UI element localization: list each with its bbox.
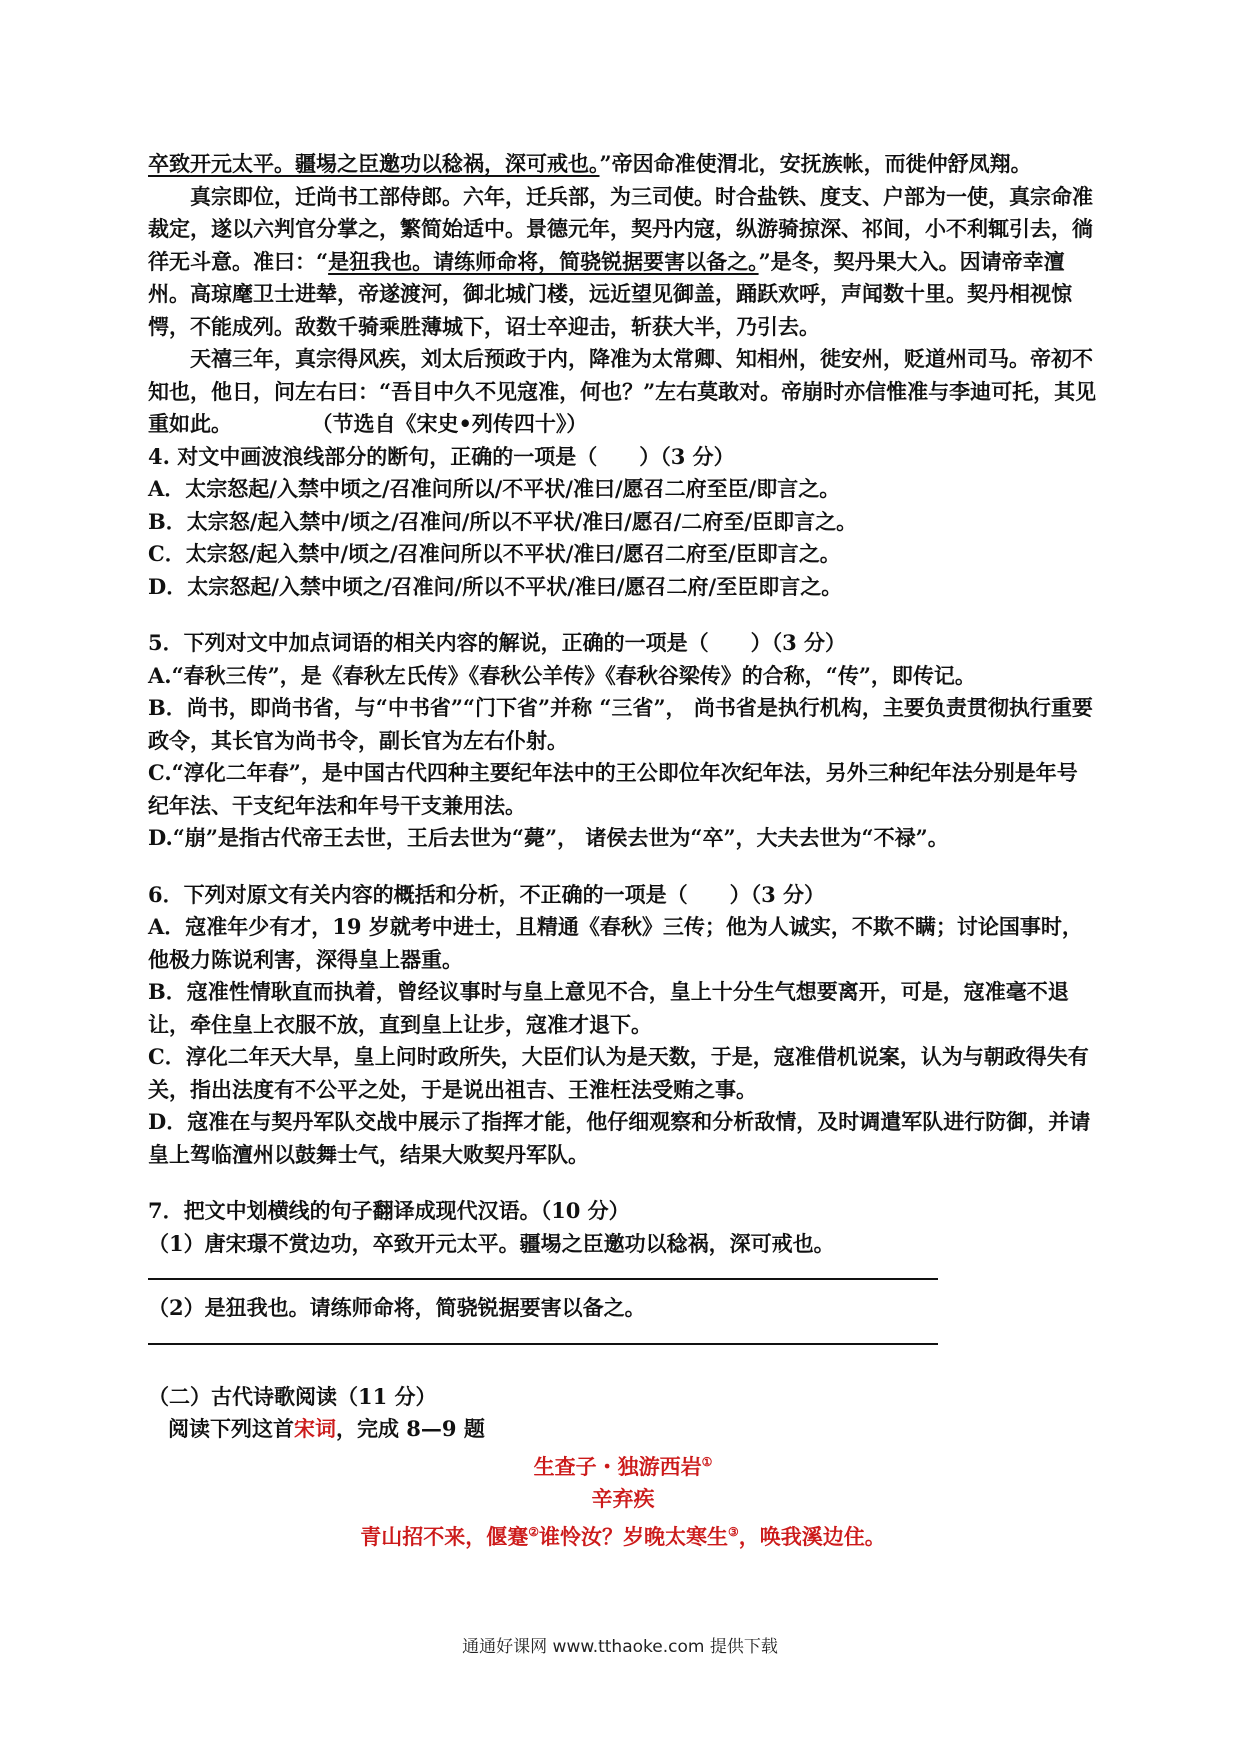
underlined-sentence-1: 卒致开元太平。疆埸之臣邀功以稔祸，深可戒也。 (148, 151, 600, 176)
passage-paragraph-3: 天禧三年，真宗得风疾，刘太后预政于内，降准为太常卿、知相州，徙安州，贬道州司马。帝初不知也，他日，问左右曰：“吾目中久不见寇准，何也？”左右莫敢对。帝崩时亦信惟准与李迪可托，其见重如此。 （节选自《宋史•列传四十》） (148, 346, 1097, 436)
passage-paragraph-1: 卒致开元太平。疆埸之臣邀功以稔祸，深可戒也。”帝因命准使渭北，安抚族帐，而徙仲舒凤翔。 (148, 151, 1032, 176)
question-6-option-c: C．淳化二年天大旱，皇上问时政所失，大臣们认为是天数，于是，寇准借机说案，认为与朝政得失有关，指出法度有不公平之处，于是说出祖吉、王淮枉法受贿之事。 (148, 1044, 1089, 1102)
poetry-section-title: （二）古代诗歌阅读（11 分） (148, 1383, 437, 1409)
page-content (148, 148, 1098, 1553)
question-4-option-c: C．太宗怒/起入禁中/顷之/召准问所以不平状/准曰/愿召二府至/臣即言之。 (148, 541, 841, 566)
answer-line-1[interactable] (148, 1260, 938, 1280)
question-7-item-2: （2）是狃我也。请练师命将，简骁锐据要害以备之。 (148, 1295, 646, 1320)
poetry-genre: 宋词 (294, 1416, 336, 1441)
question-6-option-b: B．寇准性情耿直而执着，曾经议事时与皇上意见不合，皇上十分生气想要离开，可是，寇准毫不退让，牵住皇上衣服不放，直到皇上让步，寇准才退下。 (148, 979, 1069, 1037)
question-5-option-d: D.“崩”是指古代帝王去世，王后去世为“薨”， 诸侯去世为“卒”，大夫去世为“不禄”。 (148, 825, 949, 850)
passage-source: （节选自《宋史•列传四十》） (322, 411, 588, 436)
question-5-option-c: C.“淳化二年春”，是中国古代四种主要纪年法中的王公即位年次纪年法，另外三种纪年法分别是年号纪年法、干支纪年法和年号干支兼用法。 (148, 760, 1078, 818)
poem-author: 辛弃疾 (591, 1486, 655, 1511)
question-5-option-a: A.“春秋三传”，是《春秋左氏传》《春秋公羊传》《春秋谷梁传》的合称，“传”，即传记。 (148, 662, 976, 688)
question-6-option-d: D．寇准在与契丹军队交战中展示了指挥才能，他仔细观察和分析敌情，及时调遣军队进行防御，并请皇上驾临澶州以鼓舞士气，结果大败契丹军队。 (148, 1109, 1091, 1167)
poetry-intro: 阅读下列这首宋词，完成 8—9 题 (168, 1416, 485, 1441)
question-7-stem: 7．把文中划横线的句子翻译成现代汉语。（10 分） (148, 1198, 630, 1223)
passage-paragraph-2: 真宗即位，迁尚书工部侍郎。六年，迁兵部，为三司使。时合盐铁、度支、户部为一使，真宗命准裁定，遂以六判官分掌之，繁简始适中。景德元年，契丹内寇，纵游骑掠深、祁间，小不利辄引去，徜徉无斗意。准曰：“是狃我也。请练师命将，简骁锐据要害以备之。”是冬，契丹果大入。因请帝幸澶州。高琼麾卫士进辇，帝遂渡河，御北城门楼，远近望见御盖，踊跃欢呼，声闻数十里。契丹相视惊愕，不能成列。敌数千骑乘胜薄城下，诏士卒迎击，斩获大半，乃引去。 (148, 183, 1093, 339)
spacer (148, 603, 1098, 627)
question-4-option-b: B．太宗怒/起入禁中/顷之/召准问/所以不平状/准曰/愿召/二府至/臣即言之。 (148, 508, 858, 534)
underlined-sentence-2: 是狃我也。请练师命将，简骁锐据要害以备之。 (328, 248, 759, 274)
spacer (148, 1171, 1098, 1195)
question-4-option-d: D．太宗怒起/入禁中顷之/召准问/所以不平状/准曰/愿召二府/至臣即言之。 (148, 573, 843, 599)
question-5-option-b: B．尚书，即尚书省，与“中书省”“门下省”并称 “三省”， 尚书省是执行机构，主要负责贯彻执行重要政令，其长官为尚书令，副长官为左右仆射。 (148, 695, 1093, 753)
question-4-stem: 4. 对文中画波浪线部分的断句，正确的一项是（ ）（3 分） (148, 443, 735, 469)
question-6-stem: 6．下列对原文有关内容的概括和分析，不正确的一项是（ ）（3 分） (148, 881, 826, 907)
question-6-option-a: A．寇准年少有才，19 岁就考中进士，且精通《春秋》三传；他为人诚实，不欺不瞒；讨论国事时，他极力陈说利害，深得皇上器重。 (148, 914, 1083, 972)
poem-line-1: 青山招不来，偃蹇②谁怜汝？岁晚太寒生③，唤我溪边住。 (360, 1523, 886, 1549)
spacer (148, 1357, 1098, 1381)
question-5-stem: 5．下列对文中加点词语的相关内容的解说，正确的一项是（ ）（3 分） (148, 630, 847, 655)
question-7-item-1: （1）唐宋璟不赏边功，卒致开元太平。疆埸之臣邀功以稔祸，深可戒也。 (148, 1230, 835, 1256)
spacer (148, 855, 1098, 879)
poem-title: 生查子・独游西岩① (533, 1453, 713, 1479)
answer-line-2[interactable] (148, 1325, 938, 1345)
page-footer: 通通好课网 www.tthaoke.com 提供下载 (462, 1637, 778, 1657)
question-4-option-a: A．太宗怒起/入禁中顷之/召准问所以/不平状/准曰/愿召二府至臣/即言之。 (148, 476, 841, 501)
